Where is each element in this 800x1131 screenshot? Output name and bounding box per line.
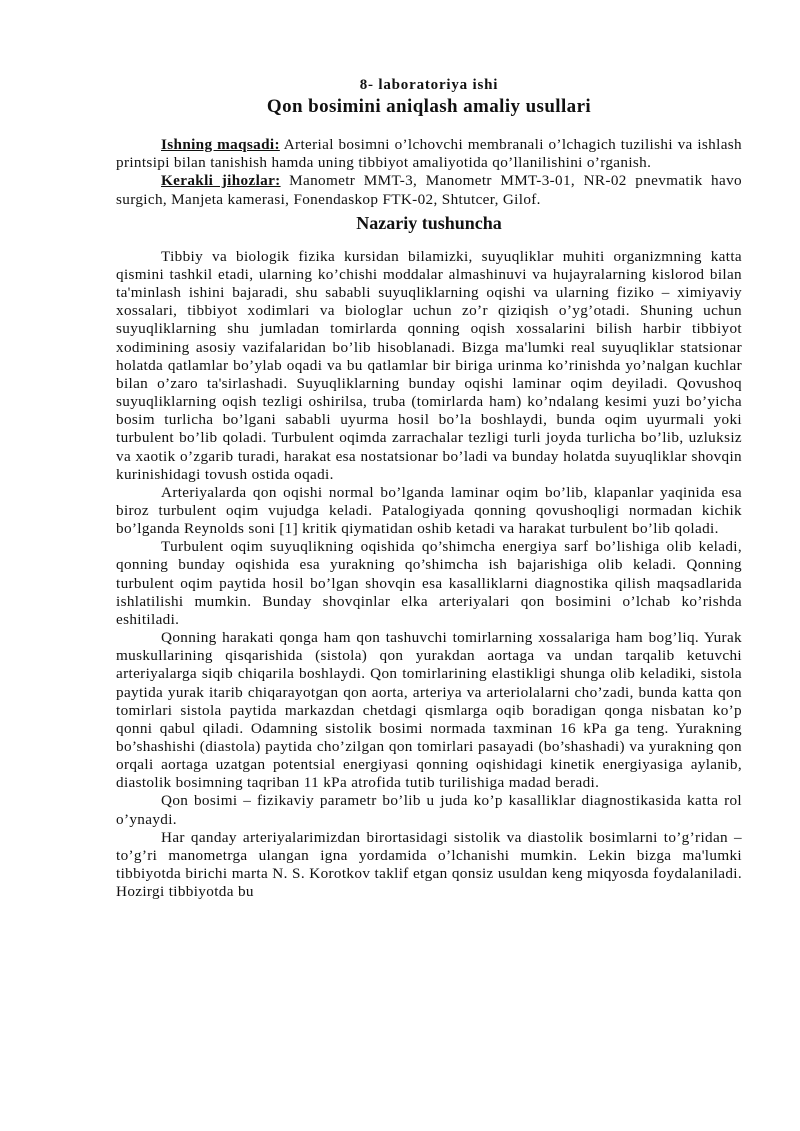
body-paragraph: Qon bosimi – fizikaviy parametr bo’lib u juda ko’p kasalliklar diagnostikasida katta rol o’ynaydi. (116, 792, 742, 828)
document-page (116, 76, 742, 901)
equipment-label: Kerakli jihozlar: (161, 172, 281, 190)
section-title: Nazariy tushuncha (356, 212, 502, 233)
document-title: Qon bosimini aniqlash amaliy usullari (266, 96, 592, 118)
body-paragraph: Har qanday arteriyalarimizdan birortasidagi sistolik va diastolik bosimlarni to’g’ridan – to’g’ri manometrga ulangan igna yordamida o’lchanishi mumkin. Lekin bizga ma'lumki tibbiyotda birichi marta N. S. Korotkov taklif etgan qonsiz usuldan keng miqyosda foydalaniladi. Hozirgi tibbiyotda bu (116, 828, 742, 901)
body-paragraph: Arteriyalarda qon oqishi normal bo’lganda laminar oqim bo’lib, klapanlar yaqinida esa biroz turbulent oqim vujudga keladi. Patalogiyada qonning qovushoqligi normadan kichik bo’lganda Reynolds soni [1] kritik qiymatidan oshib ketadi va harakat turbulent bo’lib qoladi. (116, 483, 742, 538)
equipment-paragraph (116, 172, 742, 208)
purpose-label: Ishning maqsadi: (161, 136, 280, 154)
equipment-text: Manometr MMT-3, Manometr MMT-3-01, NR-02 pnevmatik havo surgich, Manjeta kamerasi, Fonendaskop FTK-02, Shtutcer, Gilof. (116, 172, 742, 208)
body-paragraph: Turbulent oqim suyuqlikning oqishida qo’shimcha energiya sarf bo’lishiga olib keladi, qonning bunday oqishida esa yurakning qo’shimcha ish bajarishiga olib keladi. Qonning turbulent oqim paytida hosil bo’lgan shovqin esa kasalliklarni diagnostika qilish maqsadlarida ishlatilishi mumkin. Bunday shovqinlar elka arteriyalari qon bosimini o’lchab ko’rishda eshitiladi. (116, 538, 742, 628)
purpose-paragraph (116, 136, 742, 172)
body-paragraph: Qonning harakati qonga ham qon tashuvchi tomirlarning xossalariga ham bog’liq. Yurak muskullarining qisqarishida (sistola) qon yurakdan aortaga va undan tarqalib ketuvchi arteriyalarga siqib chiqarila boshlaydi. Qon tomirlarining elastikligi shunga olib keladiki, sistola paytida yurak itarib chiqarayotgan qon aorta, arteriya va arteriolalarni cho’zadi, bunda katta qon tomirlari sistola paytida markazdan chetdagi qismlarga oqib boradigan qonga nisbatan ko’p qonni qabul qiladi. Odamning sistolik bosimi normada taxminan 16 kPa ga teng. Yurakning bo’shashishi (diastola) paytida cho’zilgan qon tomirlari pasayadi (bo’shashadi) va yurakning qon orqali aortaga uzatgan potentsial energiyasi qonning oqishidagi kinetik energiyasiga aylanib, diastolik bosimning taqriban 11 kPa atrofida tutib turilishiga madad beradi. (116, 629, 742, 792)
purpose-text: Arterial bosimni o’lchovchi membranali o’lchagich tuzilishi va ishlash printsipi bilan tanishish hamda uning tibbiyot amaliyotida qo’llanilishini o’rganish. (116, 136, 742, 172)
lab-number: 8- laboratoriya ishi (359, 77, 499, 93)
body-paragraph: Tibbiy va biologik fizika kursidan bilamizki, suyuqliklar muhiti organizmning katta qismini tashkil etadi, ularning ko’chishi moddalar almashinuvi va hujayralarning kislorod bilan ta'minlash ishini bajaradi, shu sababli suyuqliklarning oqishi va ularning fiziko – ximiyaviy xossalari, tibbiyot xodimlari va biologlar uchun zo’r qiziqish o’yg’otadi. Shuning uchun suyuqliklarning shu jumladan tomirlarda qonning oqish xossalarini bilish harbir tibbiyot xodimining asosiy vazifalaridan bo’lib hisoblanadi. Bizga ma'lumki real suyuqliklar statsionar holatda qatlamlar bo’ylab oqadi va bu qatlamlar bir biriga urinma ko’rinishda yo’nalgan kuchlar bilan o’zaro ta'sirlashadi. Suyuqliklarning bunday oqishi laminar oqim deyiladi. Qovushoq suyuqliklarning oqish tezligi oshirilsa, truba (tomirlarda ham) ko’ndalang kesimi yuzi bo’yicha bosim turlicha bo’lgani sababli uyurma hosil bo’la boshlaydi, bunda oqim uyurmali yoki turbulent bo’lib qoladi. Turbulent oqimda zarrachalar tezligi turli joyda turlicha bo’lib, uzluksiz va xaotik o’zgarib turadi, harakat esa nostatsionar bo’ladi va bunday holatda suyuqliklar shovqin kurinishidagi tovush ostida oqadi. (116, 247, 742, 483)
